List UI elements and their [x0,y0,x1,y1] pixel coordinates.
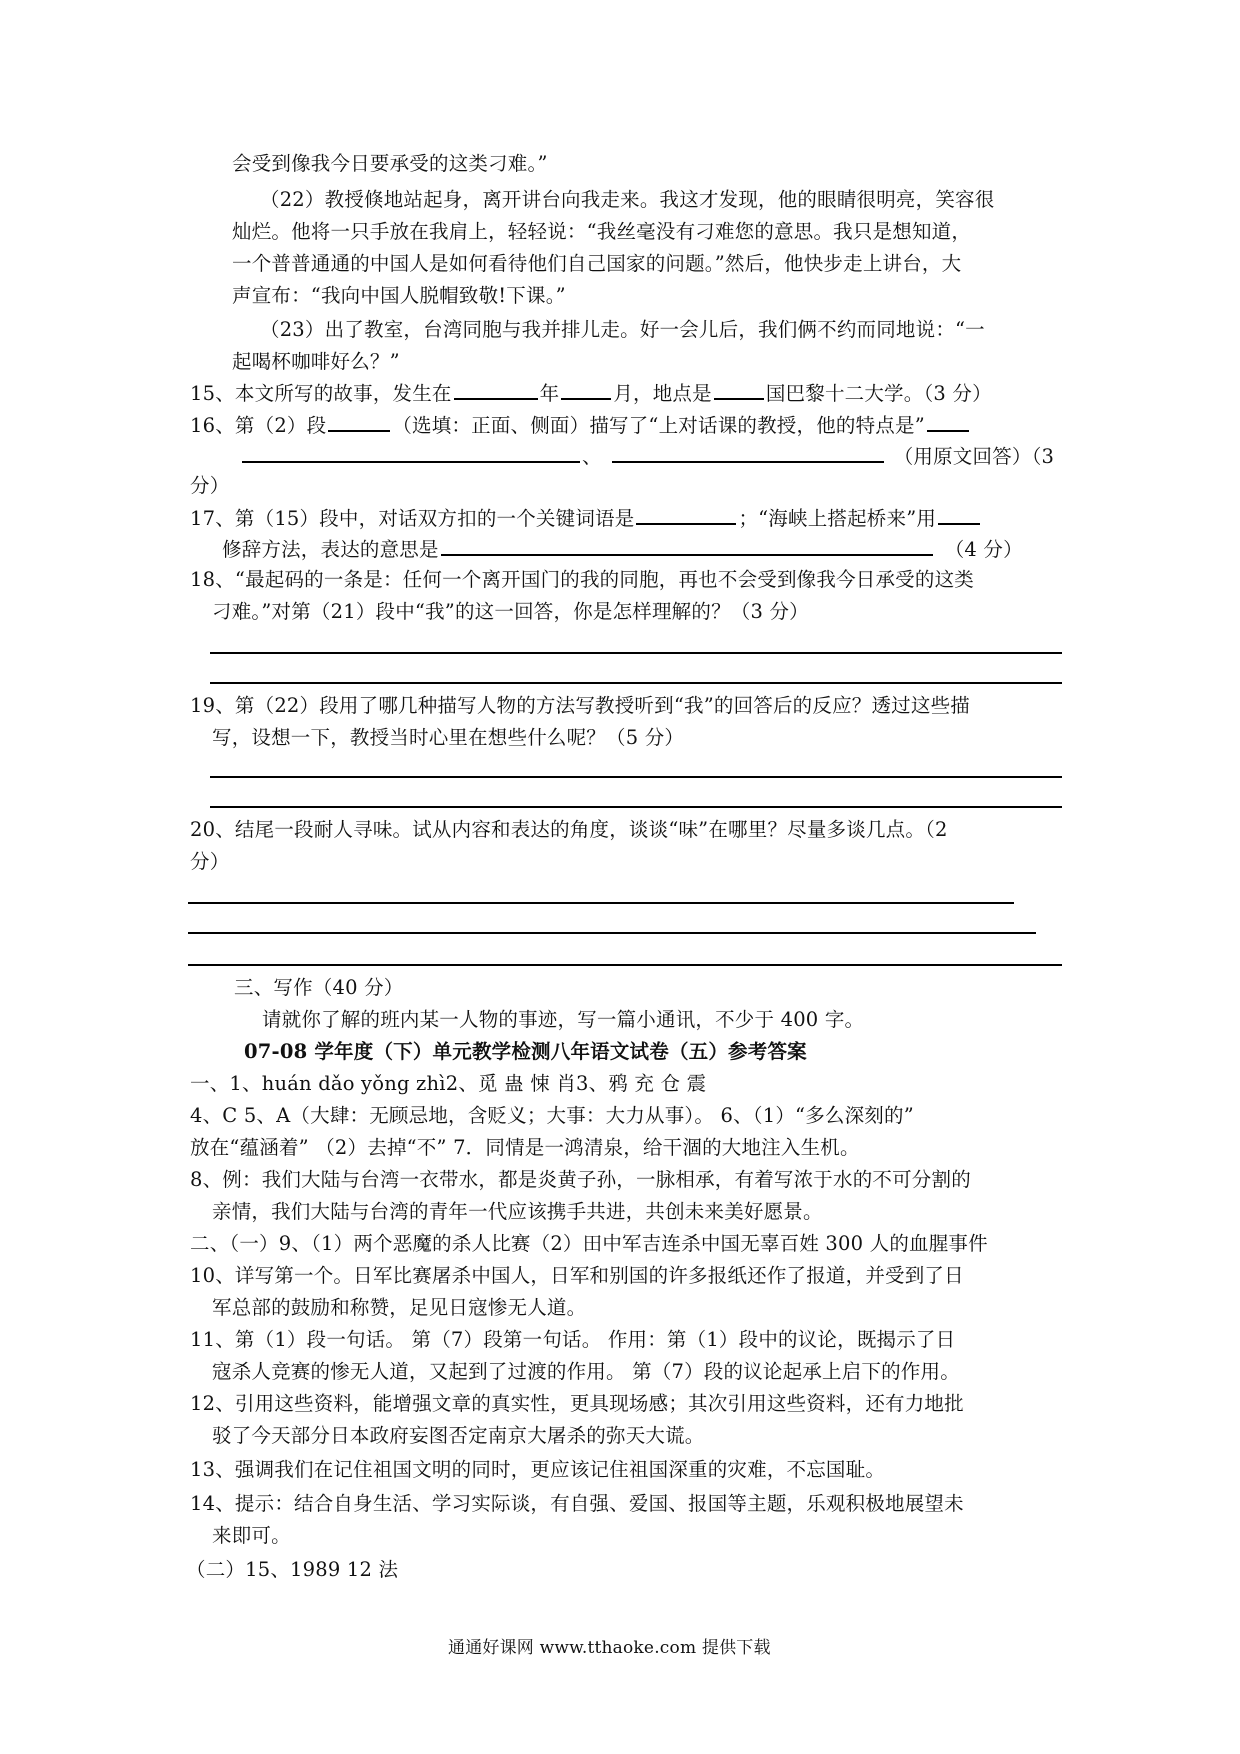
question-16: 16、第（2）段 （选填：正面、侧面）描写了“上对话课的教授，他的特点是” [190,410,971,440]
q16-trait-blank-a[interactable] [927,410,969,432]
q18-answer-line-1[interactable] [210,652,1062,654]
passage-p22-line2: 灿烂。他将一只手放在我肩上，轻轻说：“我丝毫没有刁难您的意思。我只是想知道， [232,220,972,243]
footer-download-credit: 通通好课网 www.tthaoke.com 提供下载 [448,1638,771,1658]
question-20-line2: 分） [190,850,230,873]
q17-meaning-blank[interactable] [441,534,933,556]
question-16-line2: 、 （用原文回答）（3 [240,441,1054,471]
writing-prompt: 请就你了解的班内某一人物的事迹，写一篇小通讯，不少于 400 字。 [262,1008,865,1031]
writing-heading: 三、写作（40 分） [234,976,404,999]
q16-trait-blank-b[interactable] [242,441,580,463]
answer-11-line1: 11、第（1）段一句话。 第（7）段第一句话。 作用：第（1）段中的议论，既揭示了日 [190,1328,956,1351]
q17-keyword-blank[interactable] [636,503,736,525]
answer-12-line2: 驳了今天部分日本政府妄图否定南京大屠杀的弥天大谎。 [212,1424,705,1447]
answer-15: （二）15、1989 12 法 [186,1558,399,1581]
answer-11-line2: 寇杀人竞赛的惨无人道，又起到了过渡的作用。 第（7）段的议论起承上启下的作用。 [212,1360,960,1383]
answer-9: 二、（一）9、（1）两个恶魔的杀人比赛（2）田中军吉连杀中国无辜百姓 300 人的血腥事件 [190,1232,988,1255]
answer-12-line1: 12、引用这些资料，能增强文章的真实性，更具现场感；其次引用这些资料，还有力地批 [190,1392,964,1415]
passage-p22-line4: 声宣布：“我向中国人脱帽致敬!下课。” [232,284,566,307]
answer-14-line1: 14、提示：结合自身生活、学习实际谈，有自强、爱国、报国等主题，乐观积极地展望未 [190,1492,964,1515]
answer-8-line2: 亲情，我们大陆与台湾的青年一代应该携手共进，共创未来美好愿景。 [212,1200,823,1223]
answer-14-line2: 来即可。 [212,1524,291,1547]
answer-10-line1: 10、详写第一个。日军比赛屠杀中国人，日军和别国的许多报纸还作了报道，并受到了日 [190,1264,964,1287]
question-17: 17、第（15）段中，对话双方扣的一个关键词语是 ；“海峡上搭起桥来”用 [190,503,982,533]
question-20-line1: 20、结尾一段耐人寻味。试从内容和表达的角度，谈谈“味”在哪里？尽量多谈几点。（2 [190,818,948,841]
question-15: 15、本文所写的故事，发生在 年 月，地点是 国巴黎十二大学。（3 分） [190,378,992,408]
question-18-line1: 18、“最起码的一条是：任何一个离开国门的我的同胞，再也不会受到像我今日承受的这类 [190,568,974,591]
question-17-line2: 修辞方法，表达的意思是 （4 分） [222,534,1023,564]
answer-8-line1: 8、例：我们大陆与台湾一衣带水，都是炎黄子孙，一脉相承，有着写浓于水的不可分割的 [190,1168,971,1191]
answer-key-title: 07-08 学年度（下）单元教学检测八年语文试卷（五）参考答案 [244,1040,807,1063]
answer-13: 13、强调我们在记住祖国文明的同时，更应该记住祖国深重的灾难，不忘国耻。 [190,1458,886,1481]
answer-1-3: 一、1、huán dǎo yǒng zhì2、觅 蛊 悚 肖3、鸦 充 仓 震 [190,1072,707,1095]
passage-p23-line1: （23）出了教室，台湾同胞与我并排儿走。好一会儿后，我们俩不约而同地说：“一 [260,318,985,341]
q18-answer-line-2[interactable] [210,682,1062,684]
q16-trait-blank-c[interactable] [612,441,884,463]
q15-year-blank[interactable] [454,378,538,400]
q15-country-blank[interactable] [714,378,764,400]
passage-p22-line1: （22）教授倏地站起身，离开讲台向我走来。我这才发现，他的眼睛很明亮，笑容很 [260,188,995,211]
q15-month-blank[interactable] [561,378,611,400]
q19-answer-line-1[interactable] [210,776,1062,778]
q16-choice-blank[interactable] [328,410,390,432]
q20-answer-line-2[interactable] [188,932,1036,934]
passage-p23-line2: 起喝杯咖啡好么？” [232,350,400,373]
passage-p22-line3: 一个普普通通的中国人是如何看待他们自己国家的问题。”然后，他快步走上讲台，大 [232,252,962,275]
answer-4-6-line2: 放在“蕴涵着” （2）去掉“不” 7．同情是一鸿清泉，给干涸的大地注入生机。 [190,1136,860,1159]
q20-answer-line-1[interactable] [188,902,1014,904]
q17-rhetoric-blank[interactable] [938,503,980,525]
question-18-line2: 刁难。”对第（21）段中“我”的这一回答，你是怎样理解的？（3 分） [212,600,809,623]
answer-10-line2: 军总部的鼓励和称赞，足见日寇惨无人道。 [212,1296,587,1319]
question-19-line2: 写，设想一下，教授当时心里在想些什么呢？（5 分） [212,726,685,749]
question-16-line3: 分） [190,474,230,497]
question-19-line1: 19、第（22）段用了哪几种描写人物的方法写教授听到“我”的回答后的反应？透过这些描 [190,694,970,717]
q19-answer-line-2[interactable] [210,806,1062,808]
q20-answer-line-3[interactable] [188,964,1062,966]
answer-4-6-line1: 4、C 5、A（大肆：无顾忌地，含贬义；大事：大力从事）。 6、（1）“多么深刻的” [190,1104,914,1127]
passage-p21-end: 会受到像我今日要承受的这类刁难。” [232,152,548,175]
